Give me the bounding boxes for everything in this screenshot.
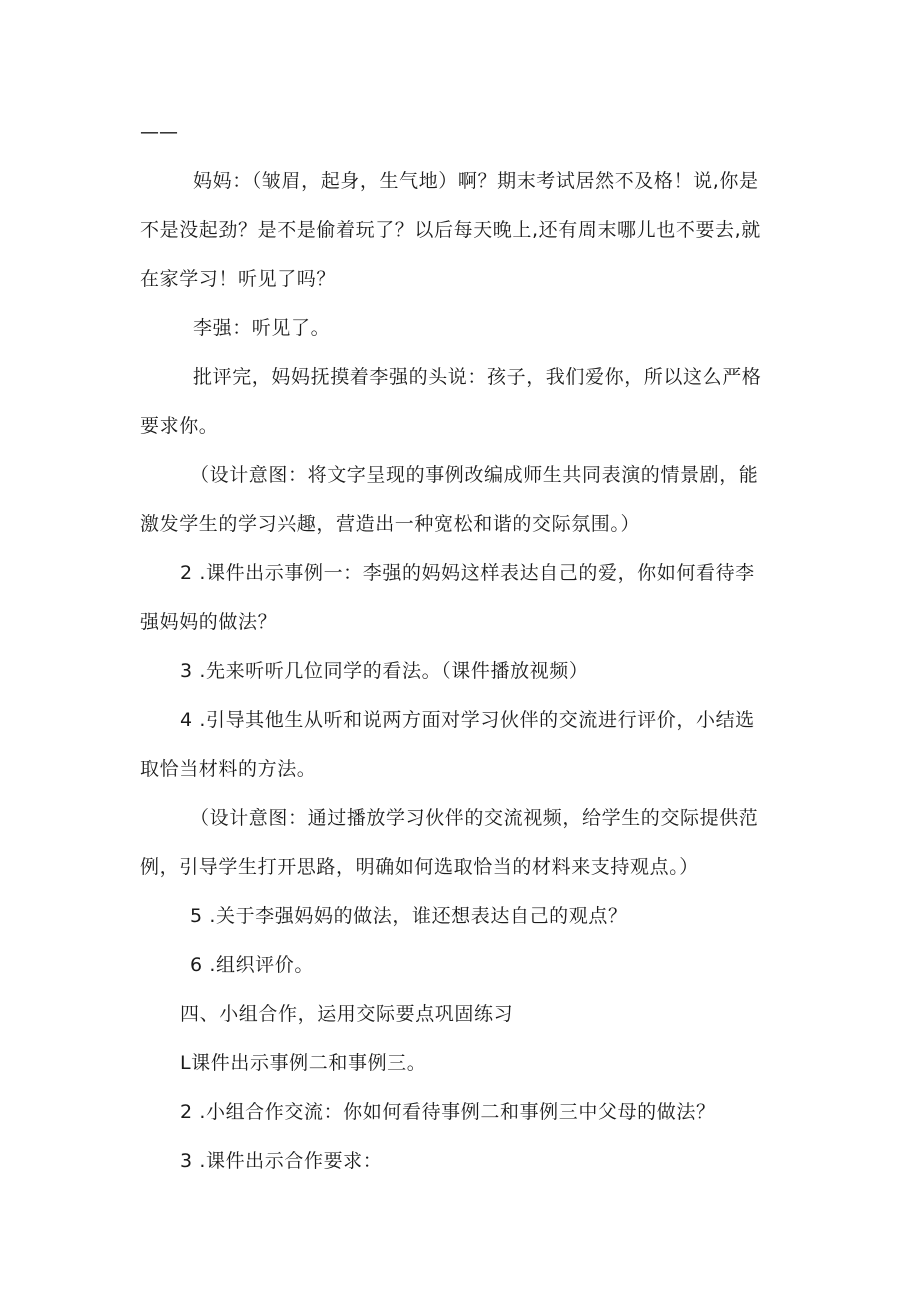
paragraph-line: 妈妈：（皱眉，起身，生气地）啊？期末考试居然不及格！说,你是	[193, 170, 759, 192]
design-note-line: （设计意图：通过播放学习伙伴的交流视频，给学生的交际提供范	[190, 807, 759, 829]
paragraph-line: 李强：听见了。	[193, 317, 331, 339]
paragraph-line: 批评完，妈妈抚摸着李强的头说：孩子，我们爱你，所以这么严格	[193, 366, 762, 388]
design-note-line: （设计意图：将文字呈现的事例改编成师生共同表演的情景剧，能	[190, 464, 759, 486]
numbered-item: 5 .关于李强妈妈的做法，谁还想表达自己的观点？	[190, 905, 628, 927]
numbered-item: L课件出示事例二和事例三。	[180, 1052, 427, 1074]
paragraph-line: 要求你。	[140, 415, 219, 437]
paragraph-line: 强妈妈的做法？	[140, 611, 278, 633]
numbered-item: 3 .先来听听几位同学的看法。（课件播放视频）	[180, 660, 589, 682]
numbered-item: 4 .引导其他生从听和说两方面对学习伙伴的交流进行评价，小结选	[180, 709, 755, 731]
paragraph-line: 不是没起劲？是不是偷着玩了？以后每天晚上,还有周末哪儿也不要去,就	[140, 219, 761, 241]
numbered-item: 6 .组织评价。	[190, 954, 314, 976]
numbered-item: 2 .课件出示事例一：李强的妈妈这样表达自己的爱，你如何看待李	[180, 562, 755, 584]
paragraph-line: 取恰当材料的方法。	[140, 758, 317, 780]
paragraph-line: 在家学习！听见了吗？	[140, 268, 337, 290]
top-dash: ——	[140, 121, 178, 143]
design-note-line: 激发学生的学习兴趣，营造出一种宽松和谐的交际氛围。）	[140, 513, 641, 535]
numbered-item: 3 .课件出示合作要求：	[180, 1150, 383, 1172]
section-heading: 四、小组合作，运用交际要点巩固练习	[180, 1003, 514, 1025]
design-note-line: 例，引导学生打开思路，明确如何选取恰当的材料来支持观点。）	[140, 856, 699, 878]
numbered-item: 2 .小组合作交流：你如何看待事例二和事例三中父母的做法？	[180, 1101, 716, 1123]
